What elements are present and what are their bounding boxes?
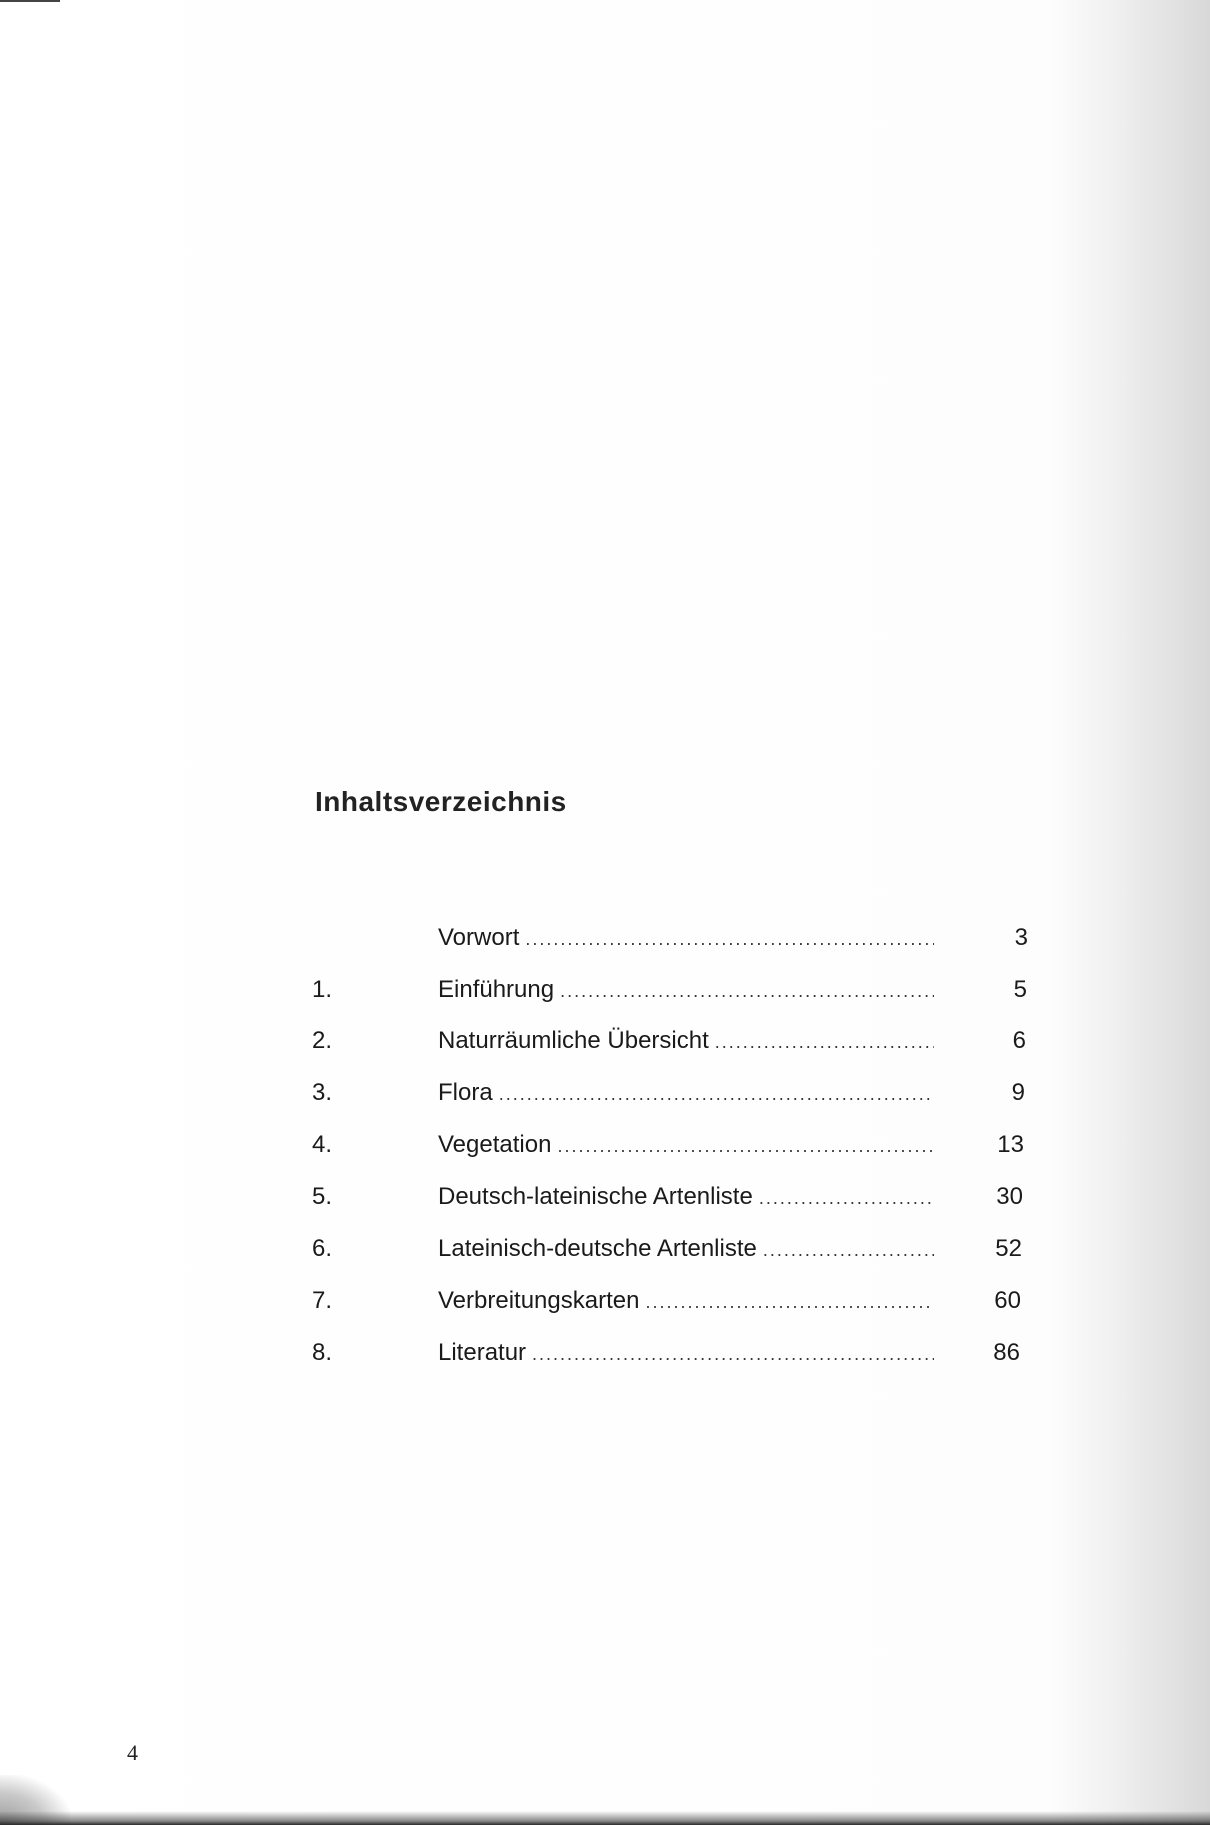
toc-entry [438, 1125, 934, 1166]
toc-number: 5. [312, 1183, 333, 1210]
toc-leader-dots [499, 1074, 934, 1114]
toc-row-vorwort [0, 918, 1210, 958]
toc-row-deutsch-lateinische-artenliste [0, 1177, 1210, 1217]
toc-entry [438, 1281, 934, 1322]
toc-leader-dots [759, 1178, 934, 1218]
page-bottom-edge [0, 1811, 1210, 1825]
toc-number: 7. [312, 1287, 333, 1314]
toc-page-number: 30 [996, 1183, 1023, 1210]
toc-title: Lateinisch-deutsche Artenliste [438, 1235, 757, 1262]
toc-entry [438, 1333, 934, 1374]
page-number: 4 [127, 1740, 138, 1765]
toc-entry [438, 1073, 934, 1114]
toc-number: 3. [312, 1079, 333, 1106]
toc-page-number: 3 [1014, 924, 1028, 951]
toc-number: 4. [312, 1131, 333, 1158]
toc-title: Verbreitungskarten [438, 1287, 640, 1314]
toc-number: 1. [312, 976, 333, 1003]
toc-leader-dots [525, 919, 934, 959]
toc-row-literatur [0, 1333, 1210, 1373]
toc-leader-dots [532, 1334, 934, 1374]
toc-number: 8. [312, 1339, 333, 1366]
toc-page-number: 9 [1011, 1079, 1025, 1106]
toc-row-naturraeumliche-uebersicht [0, 1021, 1210, 1061]
toc-entry [438, 1229, 934, 1270]
toc-entry [438, 918, 934, 959]
toc-page-number: 60 [994, 1287, 1021, 1314]
toc-number: 6. [312, 1235, 333, 1262]
toc-title: Literatur [438, 1339, 527, 1366]
toc-leader-dots [560, 971, 934, 1011]
toc-title: Deutsch-lateinische Artenliste [438, 1183, 753, 1210]
toc-page-number: 86 [993, 1339, 1020, 1366]
toc-leader-dots [715, 1022, 934, 1062]
toc-leader-dots [763, 1230, 934, 1270]
toc-page-number: 6 [1012, 1027, 1026, 1054]
toc-page-number: 52 [995, 1235, 1022, 1262]
toc-number: 2. [312, 1027, 333, 1054]
toc-row-verbreitungskarten [0, 1281, 1210, 1321]
toc-row-flora [0, 1073, 1210, 1113]
toc-page-number: 5 [1013, 976, 1027, 1003]
toc-leader-dots [557, 1126, 934, 1166]
toc-page-number: 13 [997, 1131, 1024, 1158]
toc-row-vegetation [0, 1125, 1210, 1165]
toc-title: Einführung [438, 976, 555, 1003]
toc-entry [438, 1021, 934, 1062]
toc-title: Vorwort [438, 924, 520, 951]
toc-title: Naturräumliche Übersicht [438, 1027, 709, 1054]
toc-entry [438, 1177, 934, 1218]
toc-title: Vegetation [438, 1131, 552, 1158]
page-title: Inhaltsverzeichnis [315, 786, 567, 817]
toc-entry [438, 970, 934, 1011]
toc-row-lateinisch-deutsche-artenliste [0, 1229, 1210, 1269]
toc-leader-dots [645, 1282, 934, 1322]
toc-title: Flora [438, 1079, 493, 1106]
toc-row-einfuehrung [0, 970, 1210, 1010]
